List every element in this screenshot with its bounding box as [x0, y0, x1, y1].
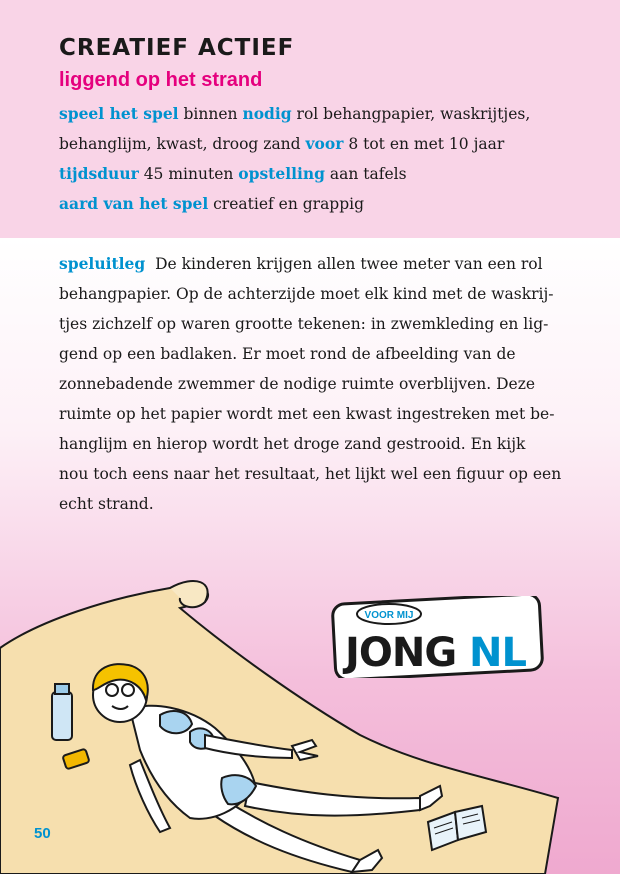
sunscreen-bottle-icon: [52, 684, 72, 740]
text-line: hanglijm en hierop wordt het droge zand gestrooid. En kijk: [59, 435, 526, 453]
info-row: [59, 189, 579, 219]
text-line: ruimte op het papier wordt met een kwast ingestreken met be-: [59, 405, 555, 423]
game-explanation: [59, 249, 562, 519]
text-line: behangpapier. Op de achterzijde moet elk kind met de waskrij-: [59, 285, 554, 303]
text-line-content: De kinderen krijgen allen twee meter van een rol: [155, 255, 543, 273]
info-text: binnen: [178, 105, 243, 123]
info-row: [59, 129, 579, 159]
game-info: [59, 99, 579, 219]
game-subtitle: liggend op het strand: [59, 69, 263, 91]
explanation-label: speluitleg: [59, 254, 146, 273]
info-label: speel het spel: [59, 104, 179, 123]
text-line: tjes zichzelf op waren grootte tekenen: in zwemkleding en lig-: [59, 315, 549, 333]
text-line: [59, 249, 559, 279]
info-text: behanglijm, kwast, droog zand: [59, 135, 306, 153]
info-label: nodig: [242, 104, 292, 123]
info-label: tijdsduur: [59, 164, 139, 183]
info-row: [59, 99, 579, 129]
info-text: 45 minuten: [138, 165, 239, 183]
text-line: echt strand.: [59, 495, 154, 513]
info-row: [59, 159, 579, 189]
info-label: aard van het spel: [59, 194, 209, 213]
logo-main-text: JONG: [345, 630, 457, 676]
page-number: 50: [34, 825, 51, 842]
info-text: creatief en grappig: [208, 195, 365, 213]
text-line: nou toch eens naar het resultaat, het lijkt wel een figuur op een: [59, 465, 562, 483]
text-line: gend op een badlaken. Er moet rond de afbeelding van de: [59, 345, 516, 363]
info-text: aan tafels: [324, 165, 407, 183]
text-line: zonnebadende zwemmer de nodige ruimte overblijven. Deze: [59, 375, 536, 393]
info-text: 8 tot en met 10 jaar: [343, 135, 505, 153]
info-label: voor: [305, 134, 344, 153]
info-text: rol behangpapier, waskrijtjes,: [291, 105, 531, 123]
page-title: CREATIEF ACTIEF: [59, 35, 295, 61]
logo-tagline: VOOR MIJ: [364, 610, 414, 621]
logo-accent-text: NL: [469, 630, 526, 676]
info-label: opstelling: [238, 164, 325, 183]
jongnl-logo: [331, 596, 544, 678]
